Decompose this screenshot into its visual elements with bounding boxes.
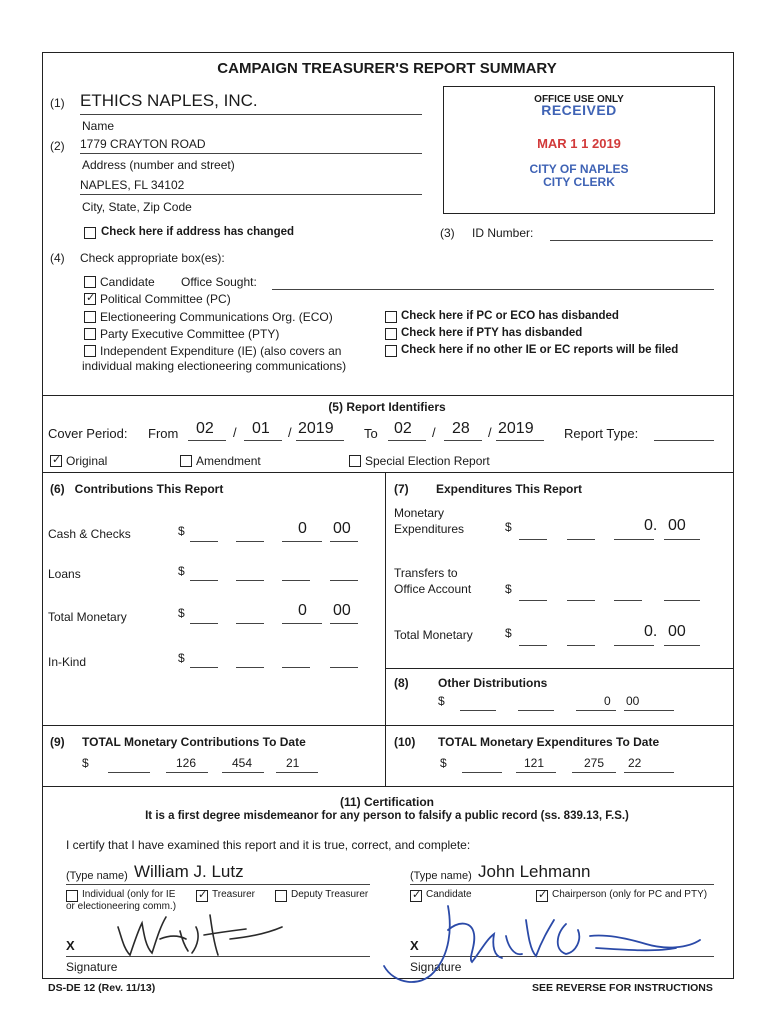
divider-totals bbox=[42, 725, 734, 726]
loans-blank-1 bbox=[190, 580, 218, 581]
address-changed-label: Check here if address has changed bbox=[101, 226, 295, 238]
inkind-blank-3 bbox=[282, 667, 310, 668]
right-signature-x: X bbox=[410, 938, 419, 953]
to-year[interactable]: 2019 bbox=[498, 420, 534, 437]
left-name-underline bbox=[66, 884, 370, 885]
contrib-total-blank-4 bbox=[330, 623, 358, 624]
city-value[interactable]: NAPLES, FL 34102 bbox=[80, 178, 185, 192]
report-identifiers-title: (5) Report Identifiers bbox=[328, 400, 446, 414]
field-number-1: (1) bbox=[50, 96, 65, 110]
cash-blank-2 bbox=[236, 541, 264, 542]
total-contrib-blank-4 bbox=[276, 772, 318, 773]
cash-blank-1 bbox=[190, 541, 218, 542]
name-value[interactable]: ETHICS NAPLES, INC. bbox=[80, 91, 258, 110]
treasurer-checkbox[interactable] bbox=[196, 890, 208, 902]
monetary-exp-cents[interactable]: 00 bbox=[668, 517, 686, 534]
to-day-line bbox=[444, 440, 482, 441]
city-underline bbox=[80, 194, 422, 195]
inkind-blank-2 bbox=[236, 667, 264, 668]
contrib-total-cents[interactable]: 00 bbox=[333, 602, 351, 619]
contrib-total-whole[interactable]: 0 bbox=[298, 602, 307, 619]
from-day-line bbox=[244, 440, 282, 441]
other-blank-2 bbox=[518, 710, 554, 711]
total-contrib-title: TOTAL Monetary Contributions To Date bbox=[82, 735, 306, 749]
inkind-blank-4 bbox=[330, 667, 358, 668]
treasurer-check-mark: ✓ bbox=[198, 889, 208, 901]
left-type-name-label: (Type name) bbox=[66, 870, 128, 882]
right-type-name-label: (Type name) bbox=[410, 870, 472, 882]
total-contrib-blank-1 bbox=[108, 772, 150, 773]
certification-statement: I certify that I have examined this report and it is true, correct, and complete: bbox=[66, 838, 471, 852]
to-slash-1: / bbox=[432, 425, 436, 440]
transfers-blank-4 bbox=[664, 600, 700, 601]
stamp-city-line2: CITY CLERK bbox=[543, 175, 615, 189]
pty-disbanded-label: Check here if PTY has disbanded bbox=[401, 327, 583, 339]
monetary-exp-dollar: $ bbox=[505, 520, 512, 534]
address-label: Address (number and street) bbox=[82, 158, 235, 172]
total-contrib-dollar: $ bbox=[82, 756, 89, 770]
special-election-label: Special Election Report bbox=[365, 454, 490, 468]
cash-dollar: $ bbox=[178, 524, 185, 538]
pty-disbanded-checkbox[interactable] bbox=[385, 328, 397, 340]
other-blank-3 bbox=[576, 710, 616, 711]
right-signer-name[interactable]: John Lehmann bbox=[478, 862, 591, 881]
pty-checkbox[interactable] bbox=[84, 328, 96, 340]
from-year[interactable]: 2019 bbox=[298, 420, 334, 437]
form-number: DS-DE 12 (Rev. 11/13) bbox=[48, 982, 156, 994]
other-blank-4 bbox=[624, 710, 674, 711]
from-month[interactable]: 02 bbox=[196, 420, 214, 437]
to-year-line bbox=[496, 440, 544, 441]
original-check-mark: ✓ bbox=[52, 454, 62, 466]
divider-contributions bbox=[42, 472, 734, 473]
chairperson-check-mark: ✓ bbox=[538, 889, 548, 901]
right-name-underline bbox=[410, 884, 714, 885]
right-signature-label: Signature bbox=[410, 960, 462, 974]
cover-period-label: Cover Period: bbox=[48, 426, 128, 441]
divider-report-identifiers bbox=[42, 395, 734, 396]
transfers-dollar: $ bbox=[505, 582, 512, 596]
report-type-label: Report Type: bbox=[564, 426, 639, 441]
monetary-exp-label-2: Expenditures bbox=[394, 522, 465, 536]
exp-total-cents[interactable]: 00 bbox=[668, 623, 686, 640]
stamp-city-line1: CITY OF NAPLES bbox=[529, 162, 629, 176]
certification-title: (11) Certification bbox=[339, 795, 435, 809]
exp-total-label: Total Monetary bbox=[394, 628, 473, 642]
address-changed-checkbox[interactable] bbox=[84, 227, 96, 239]
ie-label-line1: Independent Expenditure (IE) (also covers an bbox=[100, 344, 342, 358]
loans-blank-3 bbox=[282, 580, 310, 581]
original-checkbox[interactable] bbox=[50, 455, 62, 467]
field-number-3: (3) bbox=[440, 226, 455, 240]
transfers-label-2: Office Account bbox=[394, 582, 472, 596]
inkind-blank-1 bbox=[190, 667, 218, 668]
pc-disbanded-checkbox[interactable] bbox=[385, 311, 397, 323]
divider-certification bbox=[42, 786, 734, 787]
loans-blank-4 bbox=[330, 580, 358, 581]
cash-checks-label: Cash & Checks bbox=[48, 527, 131, 541]
right-handwritten-signature bbox=[376, 900, 706, 992]
loans-dollar: $ bbox=[178, 564, 185, 578]
form-title: CAMPAIGN TREASURER'S REPORT SUMMARY bbox=[217, 60, 557, 77]
to-day[interactable]: 28 bbox=[452, 420, 470, 437]
left-handwritten-signature bbox=[100, 905, 290, 965]
total-contrib-hundreds[interactable]: 454 bbox=[232, 756, 253, 770]
inkind-dollar: $ bbox=[178, 651, 185, 665]
check-boxes-label: Check appropriate box(es): bbox=[80, 251, 225, 265]
cash-blank-4 bbox=[330, 541, 358, 542]
id-number-label: ID Number: bbox=[472, 226, 534, 240]
exp-total-blank-2 bbox=[567, 645, 595, 646]
total-exp-hundreds[interactable]: 275 bbox=[584, 756, 605, 770]
city-label: City, State, Zip Code bbox=[82, 200, 192, 214]
from-year-line bbox=[296, 440, 344, 441]
monetary-exp-label-1: Monetary bbox=[394, 506, 445, 520]
to-month-line bbox=[388, 440, 426, 441]
id-number-field[interactable] bbox=[550, 240, 713, 241]
contributions-title: (6) Contributions This Report bbox=[50, 482, 224, 496]
divider-vertical-middle bbox=[385, 472, 386, 786]
received-stamp-date: MAR 1 1 2019 bbox=[537, 136, 621, 151]
transfers-blank-1 bbox=[519, 600, 547, 601]
contrib-total-blank-3 bbox=[282, 623, 322, 624]
left-signature-label: Signature bbox=[66, 960, 118, 974]
loans-blank-2 bbox=[236, 580, 264, 581]
monetary-exp-blank-1 bbox=[519, 539, 547, 540]
total-exp-dollar: $ bbox=[440, 756, 447, 770]
eco-checkbox[interactable] bbox=[84, 311, 96, 323]
field-number-4: (4) bbox=[50, 251, 65, 265]
pc-check-mark: ✓ bbox=[86, 292, 96, 304]
contrib-total-label: Total Monetary bbox=[48, 610, 127, 624]
no-other-reports-checkbox[interactable] bbox=[385, 345, 397, 357]
office-sought-field[interactable] bbox=[272, 289, 714, 290]
pc-checkbox[interactable] bbox=[84, 293, 96, 305]
from-label: From bbox=[148, 426, 179, 441]
eco-label: Electioneering Communications Org. (ECO) bbox=[100, 310, 333, 324]
total-exp-cents[interactable]: 22 bbox=[628, 756, 642, 770]
cash-cents[interactable]: 00 bbox=[333, 520, 351, 537]
original-label: Original bbox=[66, 454, 108, 468]
name-underline bbox=[80, 114, 422, 115]
field-number-2: (2) bbox=[50, 139, 65, 153]
total-contrib-thousands[interactable]: 126 bbox=[176, 756, 197, 770]
no-other-reports-label: Check here if no other IE or EC reports will be filed bbox=[401, 344, 679, 356]
to-label: To bbox=[364, 426, 378, 441]
candidate-label: Candidate bbox=[100, 275, 155, 289]
chairperson-label: Chairperson (only for PC and PTY) bbox=[552, 889, 708, 900]
exp-total-blank-1 bbox=[519, 645, 547, 646]
deputy-treasurer-label: Deputy Treasurer bbox=[291, 889, 369, 900]
total-contrib-cents[interactable]: 21 bbox=[286, 756, 300, 770]
ie-label-line2: individual making electioneering communications) bbox=[82, 359, 347, 373]
individual-label-1: Individual (only for IE bbox=[82, 889, 176, 900]
from-day[interactable]: 01 bbox=[252, 420, 270, 437]
monetary-exp-blank-4 bbox=[664, 539, 700, 540]
total-exp-number: (10) bbox=[394, 735, 416, 749]
total-exp-blank-3 bbox=[572, 772, 616, 773]
candidate-cert-label: Candidate bbox=[426, 889, 472, 900]
exp-total-dollar: $ bbox=[505, 626, 512, 640]
total-exp-blank-1 bbox=[462, 772, 502, 773]
other-cents[interactable]: 00 bbox=[626, 694, 640, 708]
from-month-line bbox=[188, 440, 226, 441]
total-contrib-number: (9) bbox=[50, 735, 65, 749]
expenditures-title: Expenditures This Report bbox=[436, 482, 583, 496]
total-exp-title: TOTAL Monetary Expenditures To Date bbox=[438, 735, 660, 749]
other-dollar: $ bbox=[438, 694, 445, 708]
contrib-total-blank-2 bbox=[236, 623, 264, 624]
total-exp-thousands[interactable]: 121 bbox=[524, 756, 545, 770]
transfers-blank-3 bbox=[614, 600, 642, 601]
total-contrib-blank-2 bbox=[166, 772, 208, 773]
left-signer-name[interactable]: William J. Lutz bbox=[134, 862, 244, 881]
treasurer-label: Treasurer bbox=[212, 889, 255, 900]
pc-label: Political Committee (PC) bbox=[100, 292, 231, 306]
other-blank-1 bbox=[460, 710, 496, 711]
report-type-field[interactable] bbox=[654, 440, 714, 441]
exp-total-blank-4 bbox=[664, 645, 700, 646]
total-exp-blank-2 bbox=[516, 772, 556, 773]
office-use-label: OFFICE USE ONLY bbox=[534, 94, 624, 105]
amendment-checkbox[interactable] bbox=[180, 455, 192, 467]
candidate-checkbox[interactable] bbox=[84, 276, 96, 288]
monetary-exp-blank-3 bbox=[614, 539, 654, 540]
cash-whole[interactable]: 0 bbox=[298, 520, 307, 537]
office-sought-label: Office Sought: bbox=[181, 275, 257, 289]
loans-label: Loans bbox=[48, 567, 81, 581]
other-whole[interactable]: 0 bbox=[604, 694, 611, 708]
special-election-checkbox[interactable] bbox=[349, 455, 361, 467]
left-signature-x: X bbox=[66, 938, 75, 953]
cash-blank-3 bbox=[282, 541, 322, 542]
pc-disbanded-label: Check here if PC or ECO has disbanded bbox=[401, 310, 619, 322]
certification-warning: It is a first degree misdemeanor for any person to falsify a public record (ss. 839.13, F.S.) bbox=[145, 810, 629, 822]
exp-total-whole[interactable]: 0. bbox=[644, 623, 658, 640]
expenditures-number: (7) bbox=[394, 482, 409, 496]
ie-checkbox[interactable] bbox=[84, 345, 96, 357]
individual-label-2: or electioneering comm.) bbox=[66, 901, 177, 912]
from-slash-2: / bbox=[288, 425, 292, 440]
to-slash-2: / bbox=[488, 425, 492, 440]
exp-total-blank-3 bbox=[614, 645, 654, 646]
divider-other-distributions bbox=[385, 668, 734, 669]
amendment-label: Amendment bbox=[196, 454, 261, 468]
transfers-label-1: Transfers to bbox=[394, 566, 458, 580]
total-contrib-blank-3 bbox=[222, 772, 264, 773]
contrib-total-blank-1 bbox=[190, 623, 218, 624]
received-stamp: RECEIVED bbox=[541, 102, 617, 118]
monetary-exp-blank-2 bbox=[567, 539, 595, 540]
deputy-treasurer-checkbox[interactable] bbox=[275, 890, 287, 902]
total-exp-blank-4 bbox=[624, 772, 674, 773]
candidate-cert-check-mark: ✓ bbox=[412, 889, 422, 901]
name-label: Name bbox=[82, 119, 115, 133]
to-month[interactable]: 02 bbox=[394, 420, 412, 437]
from-slash-1: / bbox=[233, 425, 237, 440]
inkind-label: In-Kind bbox=[48, 655, 87, 669]
monetary-exp-whole[interactable]: 0. bbox=[644, 517, 658, 534]
address-value[interactable]: 1779 CRAYTON ROAD bbox=[80, 137, 206, 151]
see-reverse-instructions: SEE REVERSE FOR INSTRUCTIONS bbox=[532, 982, 713, 994]
address-underline bbox=[80, 153, 422, 154]
other-distributions-number: (8) bbox=[394, 676, 409, 690]
contrib-total-dollar: $ bbox=[178, 606, 185, 620]
other-distributions-title: Other Distributions bbox=[438, 676, 548, 690]
transfers-blank-2 bbox=[567, 600, 595, 601]
pty-label: Party Executive Committee (PTY) bbox=[100, 327, 280, 341]
